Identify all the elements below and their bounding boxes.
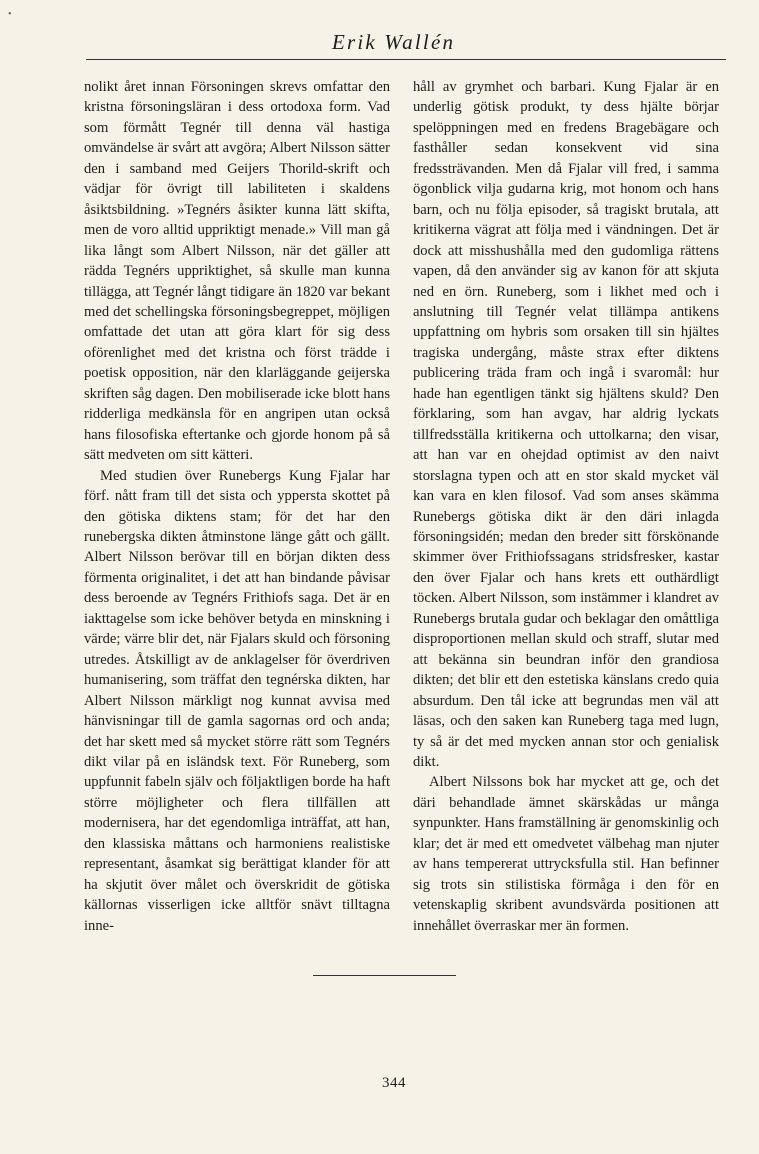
end-rule — [313, 975, 456, 976]
running-head: Erik Wallén — [332, 30, 456, 54]
paragraph: Med studien över Runebergs Kung Fjalar har förf. nått fram till det sista och yppersta skottet på den götiska diktens stam; för det har den runebergska dikten åtminstone länge gått och gällt. Albert Nilsson berövar till en början dikten dess förmenta originalitet, i det att han bindande påvisar dess beroende av Tegnérs Frithiofs saga. Det är en iakttagelse som icke behöver betyda en minskning i värde; värre blir det, när Fjalars skuld och försoning utredes. Åtskilligt av de anklagelser för överdriven humanisering, som träffat den tegnérska dikten, har Albert Nilsson märkligt nog kunnat avvisa med hänvisningar till de gamla sagornas ord och anda; det har skett med så mycket större rätt som Tegnérs dikt vilar på en isländsk text. För Runeberg, som uppfunnit fabeln själv och följaktligen borde ha haft större möjligheter och flera tillfällen att modernisera, har det egendomliga inträffat, att han, den klassiska måttans och harmoniens realistiske representant, åsamkat sig berättigat klander för att ha skjutit över målet och överskridit de götiska källornas visserligen icke alltför snävt tilltagna inne- — [84, 467, 390, 934]
header-rule — [86, 59, 726, 60]
page-number: 344 — [382, 1075, 406, 1091]
paragraph: håll av grymhet och barbari. Kung Fjalar är en underlig götisk produkt, ty dess hjälte börjar spelöppningen med en fredens Bragebägare och fasthåller sedan konsekvent vid sina fredssträvanden. Men då Fjalar vill fred, i samma ögonblick vilja gudarna krig, mot honom och hans barn, och nu följa episoder, så tragiskt brutala, att kritikerna vägrat att följa med i vändningen. Det är dock att misshushålla med den gudomliga rättens vapen, då den använder sig av kanon för att skjuta ned en örn. Runeberg, som i likhet med och i anslutning till Tegnér velat tillämpa antikens uppfattning om hybris som orsaken till sin hjältes tragiska undergång, måste strax efter diktens publicering träda fram och ingå i svaromål: hur hade han egentligen tänkt sig hjältens skuld? Den förklaring, som han avgav, har aldrig lyckats tillfredsställa kritikerna och uttolkarna; den visar, att han var en ohejdad optimist av den naivt storslagna typen och att en stor skald mycket väl kan vara en klen filosof. Vad som anses skämma Runebergs götiska dikt är den däri inlagda försoningsidén; medan den breder sitt förskönande skimmer över Frithiofssagans stridsfresker, kastar den över Fjalar och hans krets ett outhärdligt töcken. Albert Nilsson, som instämmer i klandret av Runebergs brutala gudar och beklagar den omåttliga disproportionen mellan skuld och straff, slutar med att bekänna sin beundran inför den grandiosa dikten; det blir ett den estetiska känslans credo quia absurdum. Den tål icke att begrundas men väl att läsas, och den saken kan Runeberg taga med lugn, ty så är det med mycken annan stor och genialisk dikt. — [413, 79, 719, 770]
paragraph: nolikt året innan Försoningen skrevs omfattar den kristna försoningsläran i dess ortodoxa form. Vad som förmått Tegnér till denna väl hastiga omvändelse är svårt att avgöra; Albert Nilsson sätter den i samband med Geijers Thorild-skrift och vädjar för övrigt till labiliteten i skaldens åsiktsbildning. »Tegnérs åsikter kunna lätt skifta, men de voro alltid uppriktigt menade.» Vill man gå lika långt som Albert Nilsson, när det gäller att rädda Tegnérs uppriktighet, så skulle man kunna tillägga, att Tegnér långt tidigare än 1820 var bekant med det schellingska försoningsbegreppet, möjligen omfattade det utan att göra klart för sig dess oförenlighet med det kristna och först trädde i poetisk opposition, när den klarläggande geijerska skriften såg dagen. Den mobiliserade icke blott hans ridderliga medkänsla för en angripen utan också hans filosofiska eftertanke och gjorde honom på så sätt medveten om sitt kätteri. — [84, 79, 390, 464]
left-column — [84, 77, 390, 936]
paragraph: Albert Nilssons bok har mycket att ge, och det däri behandlade ämnet skärskådas ur många synpunkter. Hans framställning är genomskinlig och klar; det är med ett omedvetet välbehag man njuter av hans tempererat uttrycksfulla stil. Han befinner sig trots sin stilistiska förmåga i den för en vetenskaplig skribent avundsvärda positionen att innehållet överraskar mer än formen. — [413, 774, 719, 934]
right-column — [413, 77, 719, 936]
stray-mark: • — [8, 9, 12, 20]
